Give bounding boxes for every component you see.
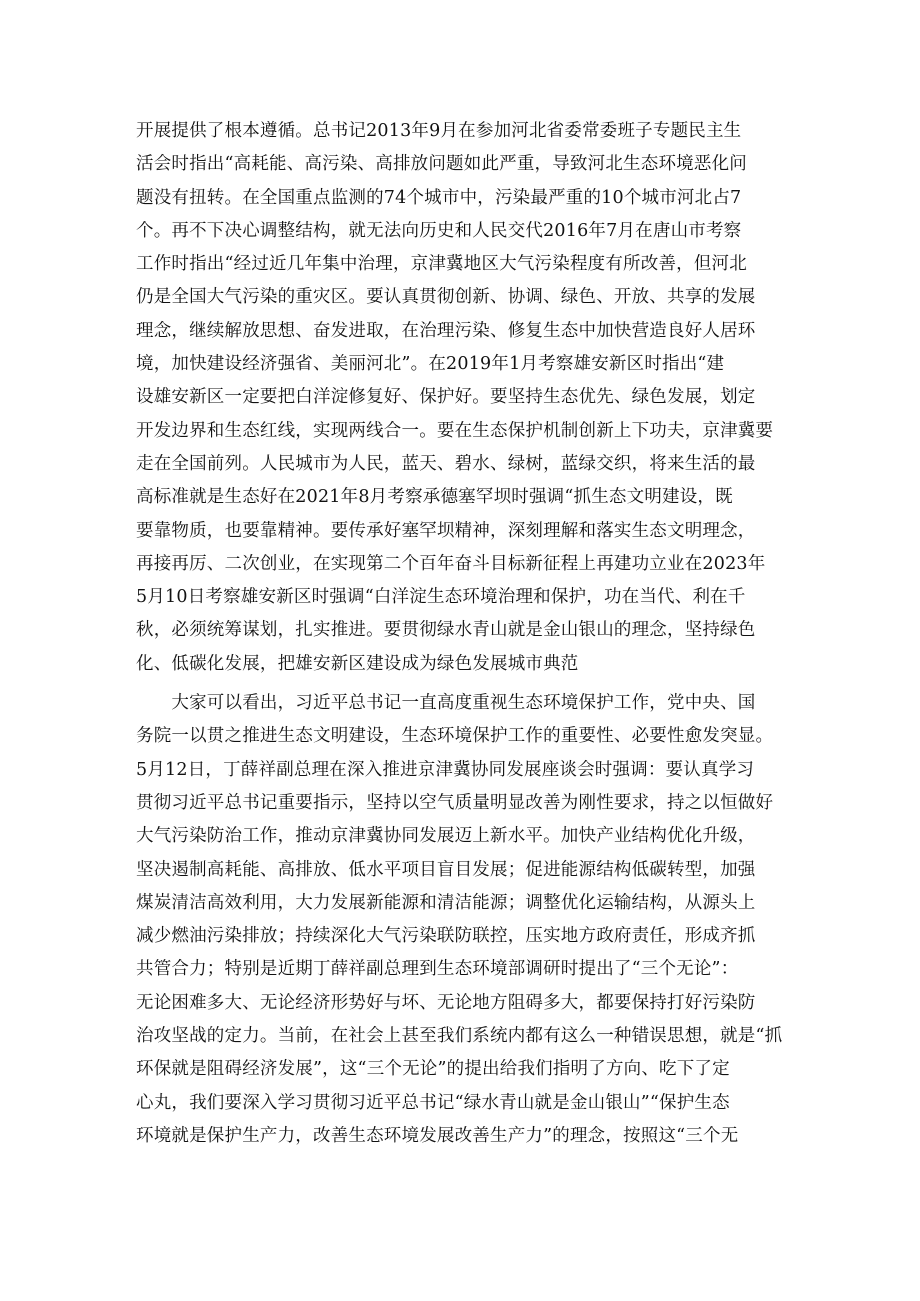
paragraph-1 [136, 115, 796, 681]
paragraph-line: 开展提供了根本遵循。总书记2013年9月在参加河北省委常委班子专题民主生 [136, 121, 742, 141]
paragraph-line: 共管合力；特别是近期丁薛祥副总理到生态环境部调研时提出了“三个无论”： [136, 959, 739, 980]
paragraph-line: 理念，继续解放思想、奋发进取，在治理污染、修复生态中加快营造良好人居环 [136, 320, 756, 341]
paragraph-line: 秋，必须统筹谋划，扎实推进。要贯彻绿水青山就是金山银山的理念，坚持绿色 [136, 620, 756, 641]
paragraph-line: 要靠物质，也要靠精神。要传承好塞罕坝精神，深刻理解和落实生态文明理念， [136, 520, 756, 541]
paragraph-line: 坚决遏制高耗能、高排放、低水平项目盲目发展；促进能源结构低碳转型，加强 [136, 859, 756, 880]
paragraph-line: 仍是全国大气污染的重灾区。要认真贯彻创新、协调、绿色、开放、共享的发展 [136, 287, 756, 308]
paragraph-line: 大家可以看出，习近平总书记一直高度重视生态环境保护工作，党中央、国 [136, 693, 756, 714]
document-body [136, 115, 796, 1153]
paragraph-line: 化、低碳化发展，把雄安新区建设成为绿色发展城市典范 [136, 653, 579, 674]
paragraph-line: 个。再不下决心调整结构，就无法向历史和人民交代2016年7月在唐山市考察 [136, 220, 742, 241]
paragraph-line: 减少燃油污染排放；持续深化大气污染联防联控，压实地方政府责任，形成齐抓 [136, 926, 756, 947]
paragraph-line: 治攻坚战的定力。当前，在社会上甚至我们系统内都有这么一种错误思想，就是“抓 [136, 1026, 783, 1047]
paragraph-line: 走在全国前列。人民城市为人民，蓝天、碧水、绿树，蓝绿交织，将来生活的最 [136, 453, 756, 474]
paragraph-line: 心丸，我们要深入学习贯彻习近平总书记“绿水青山就是金山银山”“保护生态 [136, 1092, 730, 1113]
paragraph-line: 设雄安新区一定要把白洋淀修复好、保护好。要坚持生态优先、绿色发展，划定 [136, 387, 756, 408]
paragraph-line: 活会时指出“高耗能、高污染、高排放问题如此严重，导致河北生态环境恶化问 [136, 154, 747, 175]
paragraph-line: 高标准就是生态好在2021年8月考察承德塞罕坝时强调“抓生态文明建设，既 [136, 487, 733, 508]
paragraph-line: 环保就是阻碍经济发展”，这“三个无论”的提出给我们指明了方向、吃下了定 [136, 1059, 730, 1080]
paragraph-line: 环境就是保护生产力，改善生态环境发展改善生产力”的理念，按照这“三个无 [136, 1125, 739, 1146]
paragraph-line: 开发边界和生态红线，实现两线合一。要在生态保护机制创新上下功夫，京津冀要 [136, 420, 774, 441]
paragraph-line: 煤炭清洁高效利用，大力发展新能源和清洁能源；调整优化运输结构，从源头上 [136, 892, 756, 913]
paragraph-2 [136, 687, 796, 1153]
paragraph-line: 再接再厉、二次创业，在实现第二个百年奋斗目标新征程上再建功立业在2023年 [136, 553, 766, 574]
paragraph-line: 贯彻习近平总书记重要指示，坚持以空气质量明显改善为刚性要求，持之以恒做好 [136, 792, 774, 813]
paragraph-line: 大气污染防治工作，推动京津冀协同发展迈上新水平。加快产业结构优化升级， [136, 826, 756, 847]
paragraph-line: 5月12日，丁薛祥副总理在深入推进京津冀协同发展座谈会时强调：要认真学习 [136, 759, 755, 780]
paragraph-line: 境，加快建设经济强省、美丽河北”。在2019年1月考察雄安新区时指出“建 [136, 354, 725, 375]
paragraph-line: 题没有扭转。在全国重点监测的74个城市中，污染最严重的10个城市河北占7 [136, 187, 742, 208]
paragraph-line: 工作时指出“经过近几年集中治理，京津冀地区大气污染程度有所改善，但河北 [136, 254, 747, 275]
paragraph-line: 5月10日考察雄安新区时强调“白洋淀生态环境治理和保护，功在当代、利在千 [136, 587, 746, 608]
paragraph-line: 无论困难多大、无论经济形势好与坏、无论地方阻碍多大，都要保持打好污染防 [136, 992, 756, 1013]
paragraph-line: 务院一以贯之推进生态文明建设，生态环境保护工作的重要性、必要性愈发突显。 [136, 726, 774, 747]
